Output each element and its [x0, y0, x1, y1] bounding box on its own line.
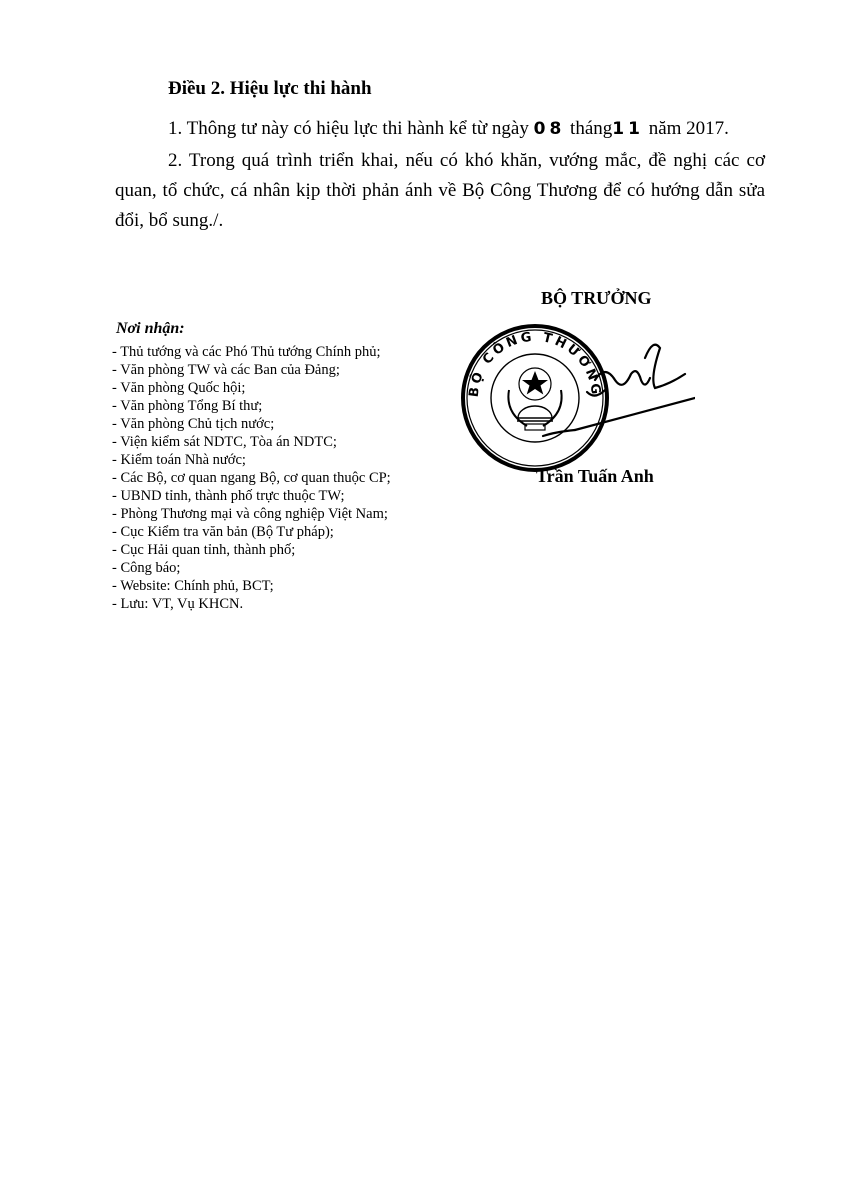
clause-1-suffix: năm 2017. — [643, 118, 729, 139]
list-item: - Phòng Thương mại và công nghiệp Việt Nam; — [112, 506, 388, 522]
list-item: - Các Bộ, cơ quan ngang Bộ, cơ quan thuộc CP; — [112, 470, 391, 486]
list-item: - UBND tỉnh, thành phố trực thuộc TW; — [112, 488, 345, 504]
list-item: - Website: Chính phủ, BCT; — [112, 578, 274, 594]
list-item: - Cục Hải quan tỉnh, thành phố; — [112, 542, 296, 558]
clause-2-line: quan, tổ chức, cá nhân kịp thời phản ánh về Bộ Công Thương để có hướng dẫn — [115, 180, 733, 201]
clause-1 — [168, 114, 729, 144]
recipients-title: Nơi nhận: — [116, 320, 185, 337]
signer-role: BỘ TRƯỞNG — [541, 288, 652, 308]
list-item: - Công báo; — [112, 560, 181, 576]
effective-day: 08 — [533, 119, 566, 139]
list-item: - Văn phòng Chủ tịch nước; — [112, 416, 275, 432]
article-title: Điều 2. Hiệu lực thi hành — [168, 78, 372, 99]
emblem-icon — [508, 368, 561, 430]
signer-name: Trần Tuấn Anh — [536, 466, 654, 486]
list-item: - Thủ tướng và các Phó Thủ tướng Chính phủ; — [112, 344, 381, 360]
clause-2-line: sửa đổi, bổ sung./. — [115, 180, 766, 231]
clause-2 — [115, 146, 765, 236]
list-item: - Văn phòng TW và các Ban của Đảng; — [112, 362, 340, 378]
recipients-list — [112, 343, 391, 613]
clause-2-line: 2. Trong quá trình triển khai, nếu có khó khăn, vướng mắc, đề nghị các cơ — [168, 150, 765, 171]
list-item: - Văn phòng Tổng Bí thư; — [112, 398, 263, 414]
effective-month: 11 — [612, 119, 644, 139]
list-item: - Lưu: VT, Vụ KHCN. — [112, 596, 244, 612]
seal-text: BỘ CÔNG THƯƠNG — [466, 329, 604, 399]
clause-1-month-label: tháng — [565, 118, 613, 139]
seal-icon — [463, 326, 607, 470]
official-seal-and-signature — [455, 318, 695, 478]
signature-icon — [543, 345, 695, 436]
clause-1-prefix: 1. Thông tư này có hiệu lực thi hành kể từ ngày — [168, 118, 534, 139]
list-item: - Kiểm toán Nhà nước; — [112, 452, 246, 468]
list-item: - Viện kiểm sát NDTC, Tòa án NDTC; — [112, 434, 337, 450]
list-item: - Văn phòng Quốc hội; — [112, 380, 246, 396]
list-item: - Cục Kiểm tra văn bản (Bộ Tư pháp); — [112, 524, 334, 540]
